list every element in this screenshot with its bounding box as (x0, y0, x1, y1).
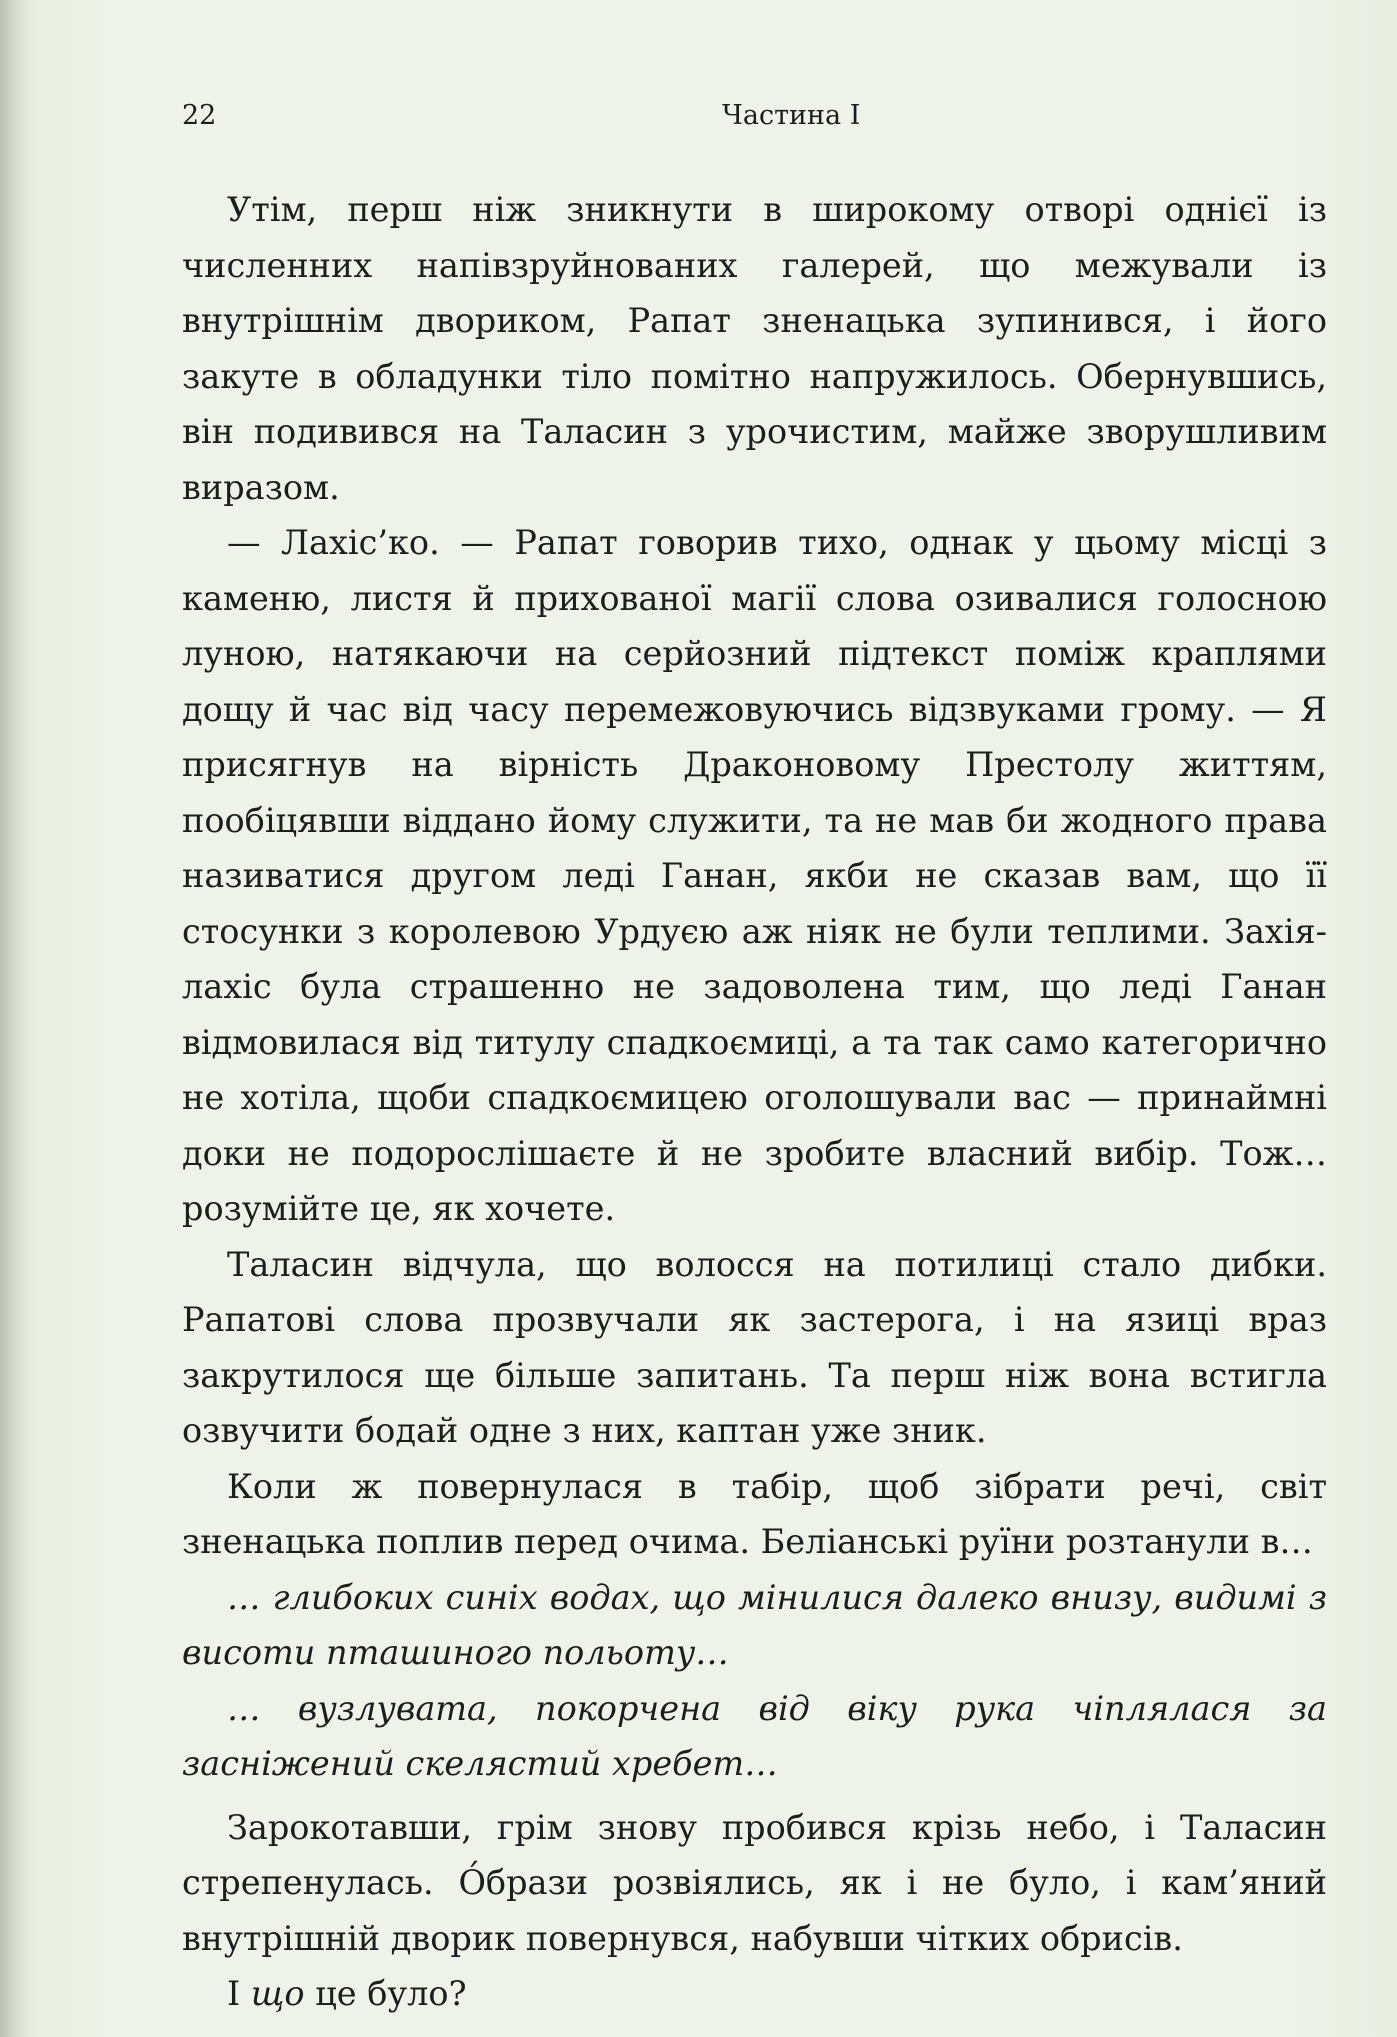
running-head: Частина І (722, 100, 861, 131)
paragraph-8-start: І (227, 1974, 251, 2013)
page-header (182, 92, 1332, 142)
paragraph-3: Таласин відчула, що волосся на потилиці стало дибки. Рапатові слова прозвучали як застерога, і на язиці враз закрутилося ще більше запитань. Та перш ніж вона встигла озвучити бодай одне з них, каптан уже зник. (182, 1244, 1327, 1450)
page-number: 22 (182, 100, 217, 131)
paragraph-1: Утім, перш ніж зникнути в широкому отворі однієї із численних напівзруйнованих галерей, що межували із внутрішнім двориком, Рапат зненацька зупинився, і його закуте в обладунки тіло помітно напружилось. Обернувшись, він подивився на Таласин з урочистим, майже зворушливим виразом. (182, 190, 1327, 507)
paragraph-5-vision: … глибоких синіх водах, що мінилися далеко внизу, видимі з висоти пташиного польоту… (182, 1577, 1327, 1672)
paragraph-8-emphasis: що (250, 1974, 305, 2013)
paragraph-8-end: це було? (304, 1974, 467, 2013)
paragraph-6-vision: … вузлувата, покорчена від віку рука чіплялася за засніжений скелястий хребет… (182, 1688, 1327, 1783)
paragraph-4: Коли ж повернулася в табір, щоб зібрати речі, світ зненацька поплив перед очима. Беліанські руїни розтанули в… (182, 1466, 1327, 1561)
paragraph-8 (182, 1966, 1327, 2022)
paragraph-7: Зарокотавши, грім знову пробився крізь небо, і Таласин стрепенулась. О́брази розвіялись, як і не було, і кам’яний внутрішній дворик повернувся, набувши чітких обрисів. (182, 1807, 1327, 1958)
body-text (182, 182, 1327, 2022)
paragraph-2: — Лахіс’ко. — Рапат говорив тихо, однак у цьому місці з каменю, листя й прихованої магії слова озивалися голосною луною, натякаючи на серйозний підтекст поміж краплями дощу й час від часу перемежовуючись відзвуками грому. — Я присягнув на вірність Драконовому Престолу життям, пообіцявши віддано йому служити, та не мав би жодного права називатися другом леді Ганан, якби не сказав вам, що її стосунки з королевою Урдуєю аж ніяк не були теплими. Захія-лахіс була страшенно не задоволена тим, що леді Ганан відмовилася від титулу спадкоємиці, а та так само категорично не хотіла, щоби спадкоємицею оголошували вас — принаймні доки не подорослішаєте й не зробите власний вибір. Тож… розумійте це, як хочете. (182, 523, 1327, 1228)
page-spine-shadow (0, 0, 26, 2037)
